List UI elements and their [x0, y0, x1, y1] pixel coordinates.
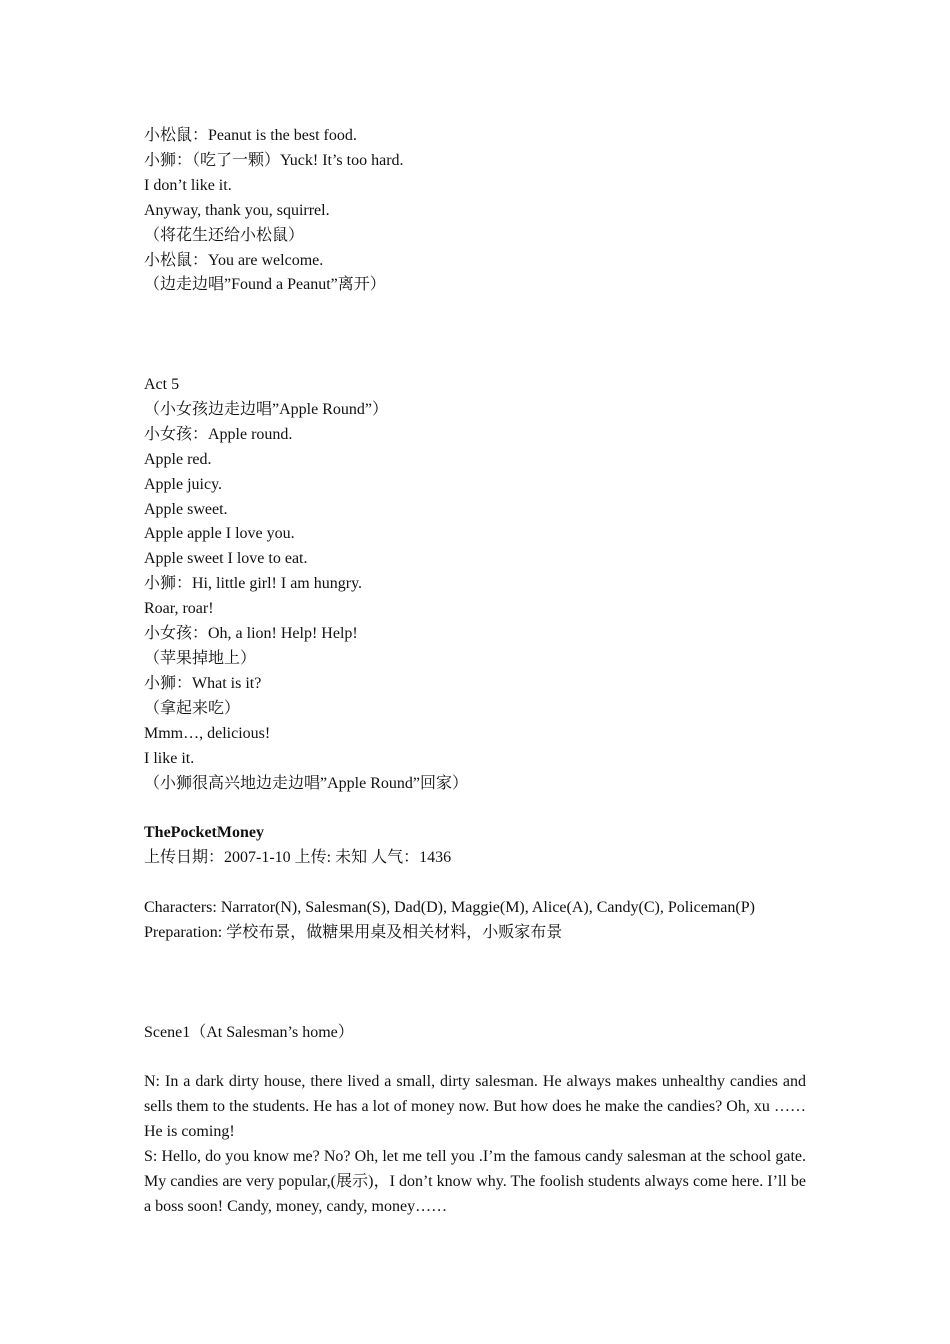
spacer	[144, 796, 806, 821]
dialogue-line: 小狮：What is it?	[144, 674, 262, 692]
dialogue-line: I like it.	[144, 749, 195, 767]
spacer	[144, 323, 806, 348]
characters-line: Characters: Narrator(N), Salesman(S), Dad(D), Maggie(M), Alice(A), Candy(C), Policeman(P)	[144, 899, 755, 917]
dialogue-line: 小松鼠：Peanut is the best food.	[144, 127, 357, 144]
dialogue-line: Anyway, thank you, squirrel.	[144, 201, 330, 219]
dialogue-line: Apple red.	[144, 450, 212, 468]
stage-direction: （小狮很高兴地边走边唱”Apple Round”回家）	[144, 774, 468, 792]
document-page	[144, 124, 806, 1220]
dialogue-line: 小狮：Hi, little girl! I am hungry.	[144, 575, 363, 593]
preparation-line: Preparation: 学校布景，做糖果用桌及相关材料，小贩家布景	[144, 923, 563, 941]
spacer	[144, 298, 806, 323]
act-5	[144, 373, 806, 796]
stage-direction: （将花生还给小松鼠）	[144, 226, 305, 244]
narrator-paragraph: N: In a dark dirty house, there lived a small, dirty salesman. He always makes unhealthy candies and sells them to the students. He has a lot of money now. But how does he make the candies? Oh, xu …… He is coming!	[144, 1073, 806, 1141]
dialogue-line: 小女孩：Apple round.	[144, 425, 293, 443]
spacer	[144, 996, 806, 1021]
stage-direction: （苹果掉地上）	[144, 649, 257, 667]
scene-heading: Scene1（At Salesman’s home）	[144, 1023, 354, 1041]
dialogue-line: 小女孩：Oh, a lion! Help! Help!	[144, 625, 358, 643]
dialogue-line: Apple sweet I love to eat.	[144, 550, 308, 568]
dialogue-line: I don’t like it.	[144, 176, 232, 194]
dialogue-line: Apple apple I love you.	[144, 525, 295, 543]
stage-direction: （边走边唱”Found a Peanut”离开）	[144, 276, 386, 294]
scene-squirrel-dialogue	[144, 124, 806, 298]
scene-1	[144, 1021, 806, 1220]
dialogue-line: 小狮：（吃了一颗）Yuck! It’s too hard.	[144, 151, 404, 169]
dialogue-line: Roar, roar!	[144, 600, 214, 618]
play-title: ThePocketMoney	[144, 824, 264, 842]
act-heading: Act 5	[144, 376, 180, 394]
dialogue-line: Mmm…, delicious!	[144, 724, 271, 742]
salesman-paragraph: S: Hello, do you know me? No? Oh, let me tell you .I’m the famous candy salesman at the school gate. My candies are very popular,(展示)，I don’t know why. The foolish students always come here. I’ll be a boss soon! Candy, money, candy, money……	[144, 1148, 806, 1215]
dialogue-line: Apple sweet.	[144, 500, 228, 518]
upload-meta: 上传日期：2007-1-10 上传: 未知 人气：1436	[144, 849, 452, 867]
dialogue-line: 小松鼠：You are welcome.	[144, 251, 324, 269]
spacer	[144, 871, 806, 896]
spacer	[144, 348, 806, 373]
stage-direction: （拿起来吃）	[144, 699, 241, 717]
stage-direction: （小女孩边走边唱”Apple Round”）	[144, 400, 388, 418]
spacer	[144, 1045, 806, 1070]
pocket-money-header	[144, 821, 806, 946]
spacer	[144, 946, 806, 971]
spacer	[144, 971, 806, 996]
dialogue-line: Apple juicy.	[144, 475, 223, 493]
